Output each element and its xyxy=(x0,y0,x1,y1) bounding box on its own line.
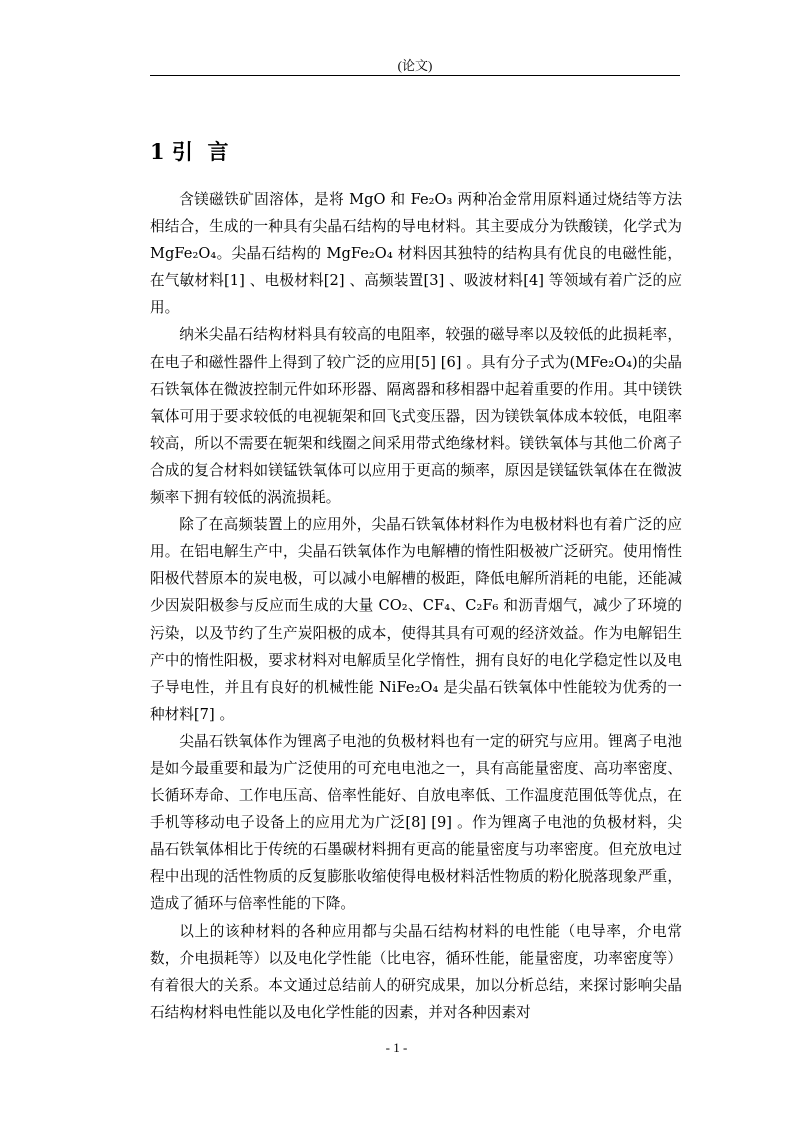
header-divider xyxy=(150,75,680,76)
paragraph-2: 纳米尖晶石结构材料具有较高的电阻率，较强的磁导率以及较低的此损耗率，在电子和磁性器件上得到了较广泛的应用[5] [6] 。具有分子式为(MFe₂O₄)的尖晶石铁氧体在微波控制元件如环形器、隔离器和移相器中起着重要的作用。其中镁铁氧体可用于要求较低的电视轭架和回飞式变压器，因为镁铁氧体成本较低，电阻率较高，所以不需要在轭架和线圈之间采用带式绝缘材料。镁铁氧体与其他二价离子合成的复合材料如镁锰铁氧体可以应用于更高的频率，原因是镁锰铁氧体在在微波频率下拥有较低的涡流损耗。 xyxy=(150,326,682,507)
body-text xyxy=(150,186,682,1026)
paragraph-4: 尖晶石铁氧体作为锂离子电池的负极材料也有一定的研究与应用。锂离子电池是如今最重要和最为广泛使用的可充电电池之一，具有高能量密度、高功率密度、长循环寿命、工作电压高、倍率性能好、自放电率低、工作温度范围低等优点，在手机等移动电子设备上的应用尤为广泛[8] [9] 。作为锂离子电池的负极材料，尖晶石铁氧体相比于传统的石墨碳材料拥有更高的能量密度与功率密度。但充放电过程中出现的活性物质的反复膨胀收缩使得电极材料活性物质的粉化脱落现象严重，造成了循环与倍率性能的下降。 xyxy=(150,732,682,913)
page-header: (论文) xyxy=(397,58,433,73)
paragraph-1: 含镁磁铁矿固溶体，是将 MgO 和 Fe₂O₃ 两种冶金常用原料通过烧结等方法相结合，生成的一种具有尖晶石结构的导电材料。其主要成分为铁酸镁，化学式为 MgFe₂O₄。尖晶石结构的 MgFe₂O₄ 材料因其独特的结构具有优良的电磁性能，在气敏材料[1] 、电极材料[2] 、高频装置[3] 、吸波材料[4] 等领域有着广泛的应用。 xyxy=(150,191,682,317)
paragraph-5: 以上的该种材料的各种应用都与尖晶石结构材料的电性能（电导率，介电常数，介电损耗等）以及电化学性能（比电容，循环性能，能量密度，功率密度等）有着很大的关系。本文通过总结前人的研究成果，加以分析总结，来探讨影响尖晶石结构材料电性能以及电化学性能的因素，并对各种因素对 xyxy=(150,922,682,1021)
section-title: 1 引 言 xyxy=(150,139,229,164)
paragraph-3: 除了在高频装置上的应用外，尖晶石铁氧体材料作为电极材料也有着广泛的应用。在铝电解生产中，尖晶石铁氧体作为电解槽的惰性阳极被广泛研究。使用惰性阳极代替原本的炭电极，可以减小电解槽的极距，降低电解所消耗的电能，还能减少因炭阳极参与反应而生成的大量 CO₂、CF₄、C₂F₆ 和沥青烟气，减少了环境的污染，以及节约了生产炭阳极的成本，使得其具有可观的经济效益。作为电解铝生产中的惰性阳极，要求材料对电解质呈化学惰性，拥有良好的电化学稳定性以及电子导电性，并且有良好的机械性能 NiFe₂O₄ 是尖晶石铁氧体中性能较为优秀的一种材料[7] 。 xyxy=(150,516,682,723)
page-number: - 1 - xyxy=(385,1040,408,1055)
